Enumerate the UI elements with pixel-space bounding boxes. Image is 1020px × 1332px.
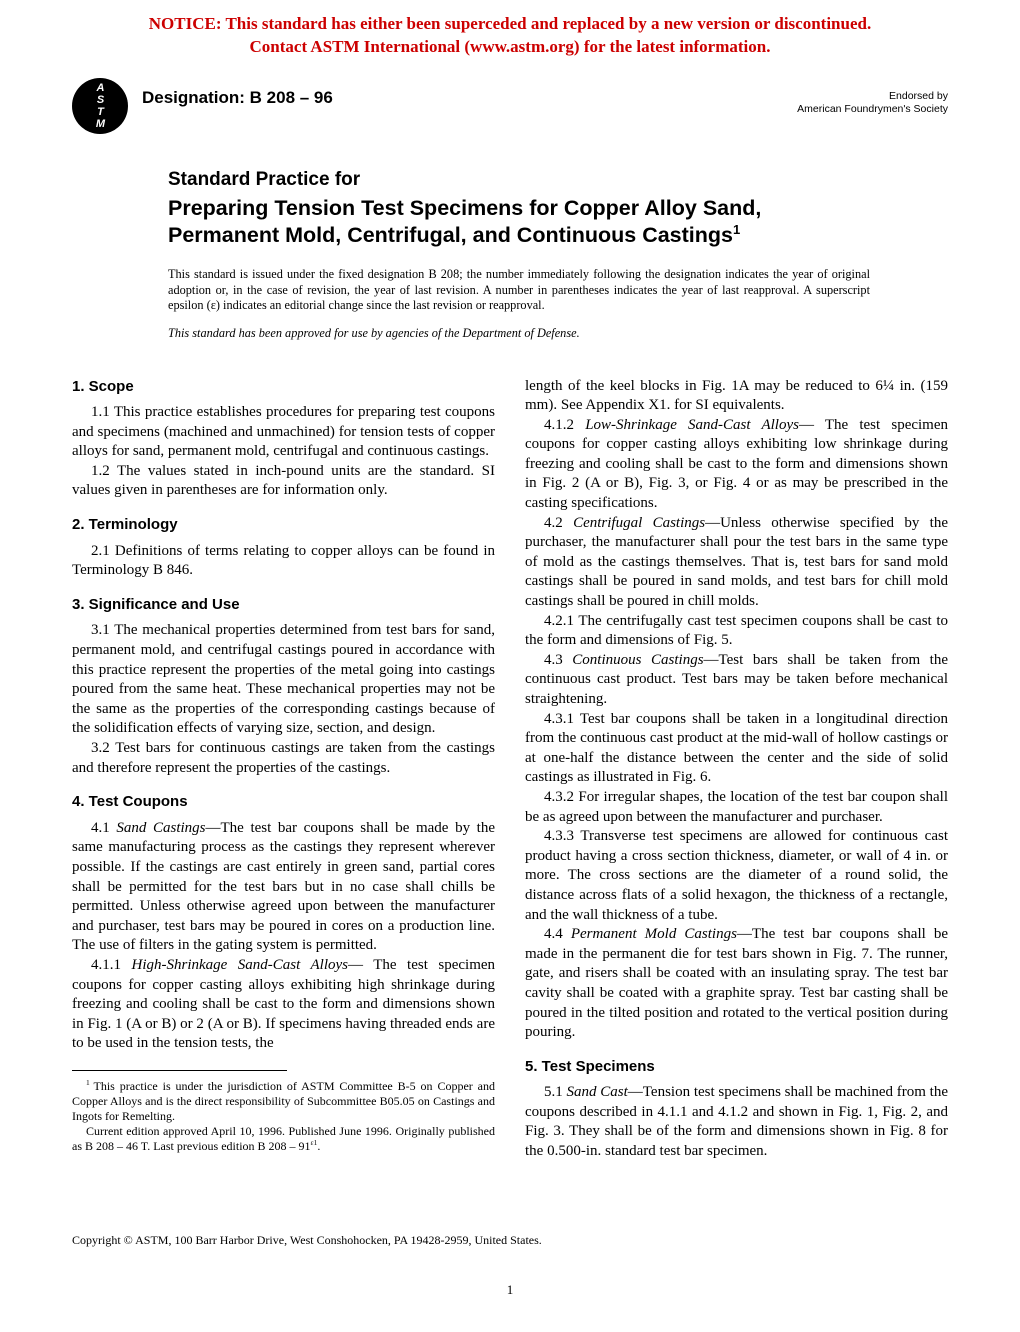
emphasis-text: High-Shrinkage Sand-Cast Alloys bbox=[131, 956, 349, 973]
paragraph bbox=[525, 827, 948, 925]
paragraph bbox=[72, 819, 495, 956]
title-kicker: Standard Practice for bbox=[168, 169, 361, 190]
emphasis-text: Low-Shrinkage Sand-Cast Alloys bbox=[585, 416, 799, 433]
title-block bbox=[168, 168, 858, 249]
text-run: —Tension test specimens shall be machined from the coupons described in 4.1.1 and 4.1.2 and shown in Fig. 1, Fig. 2, and Fig. 3. They shall be of the form and dimensions shown in Fig. 8 for the 0.500-in. standard test bar specimen. bbox=[525, 1084, 949, 1160]
emphasis-text: Centrifugal Castings bbox=[573, 514, 706, 531]
text-run: 4.3 bbox=[544, 651, 573, 668]
section-heading bbox=[72, 595, 495, 615]
text-run: —Unless otherwise specified by the purchaser, the manufacturer shall pour the test bars in the same type of mold as the castings themselves. That is, test bars for sand mold castings shall be poured in sand molds, and test bars for chill mold castings shall be poured in chill molds. bbox=[525, 514, 948, 610]
text-run: 5. Test Specimens bbox=[525, 1057, 655, 1075]
designation: Designation: B 208 – 96 bbox=[142, 88, 333, 107]
page-number: 1 bbox=[506, 1282, 514, 1297]
paragraph bbox=[72, 542, 495, 581]
paragraph bbox=[72, 1124, 495, 1154]
text-run: —The test bar coupons shall be made by the same manufacturing process as the castings they represent wherever possible. If the castings are cast entirely in green sand, partial cores shall be permitted for the test bars but in no case shall chills be permitted. Unless otherwise agreed upon between the manufacturer and purchaser, test bars may be poured in cores on a production line. The use of filters in the gating system is permitted. bbox=[72, 819, 496, 954]
paragraph bbox=[525, 710, 948, 788]
text-run: — The test specimen coupons for copper casting alloys exhibiting low shrinkage during freezing and cooling shall be cast to the form and dimensions shown in Fig. 2 (A or B), Fig. 3, or Fig. 4 or as may be prescribed in the casting specifications. bbox=[525, 416, 949, 512]
paragraph bbox=[525, 377, 948, 416]
document-header bbox=[72, 78, 948, 134]
text-run: This practice is under the jurisdiction of ASTM Committee B-5 on Copper and Copper Alloys and is the direct responsibility of Subcommittee B05.05 on Castings and Ingots for Remelting. bbox=[72, 1078, 496, 1123]
text-run: 3. Significance and Use bbox=[72, 595, 240, 613]
section-heading bbox=[72, 515, 495, 535]
text-run: Current edition approved April 10, 1996. Published June 1996. Originally published as B 208 – 46 T. Last previous edition B 208 – 91 bbox=[72, 1123, 495, 1153]
notice-line-2: Contact ASTM International (www.astm.org) for the latest information. bbox=[249, 37, 771, 56]
text-run: 3.1 The mechanical properties determined from test bars for sand, permanent mold, and centrifugal castings poured in accordance with this practice represent the properties of the metal going into castings poured from the same heat. These mechanical properties may not be the same as the properties of the corresponding castings because of the solidification effects of varying size, section, and design. bbox=[72, 622, 495, 737]
text-run: 4. Test Coupons bbox=[72, 793, 188, 811]
document-page bbox=[0, 12, 1020, 1162]
emphasis-text: Permanent Mold Castings bbox=[570, 926, 737, 943]
endorsed-by-label: Endorsed by bbox=[889, 90, 948, 102]
notice-line-1: NOTICE: This standard has either been superceded and replaced by a new version or discontinued. bbox=[148, 14, 872, 33]
footnote bbox=[72, 1079, 495, 1154]
copyright-line: Copyright © ASTM, 100 Barr Harbor Drive, West Conshohocken, PA 19428-2959, United States. bbox=[72, 1233, 542, 1247]
astm-logo-text: ASTM bbox=[94, 82, 107, 130]
text-run: length of the keel blocks in Fig. 1A may be reduced to 6¼ in. (159 mm). See Appendix X1. for SI equivalents. bbox=[525, 377, 948, 414]
paragraph bbox=[72, 621, 495, 739]
text-run: 2.1 Definitions of terms relating to copper alloys can be found in Terminology B 846. bbox=[72, 542, 495, 579]
text-run: 4.3.2 For irregular shapes, the location of the test bar coupon shall be as agreed upon between the manufacturer and purchaser. bbox=[525, 788, 948, 825]
text-run: 1.1 This practice establishes procedures for preparing test coupons and specimens (machined and unmachined) for tension tests of copper alloys for sand, permanent mold, centrifugal and continuous castings. bbox=[72, 404, 495, 460]
text-run: . bbox=[317, 1138, 321, 1153]
right-column bbox=[525, 377, 948, 1162]
paragraph bbox=[525, 416, 948, 514]
text-run: 4.1.1 bbox=[91, 956, 132, 973]
paragraph bbox=[525, 925, 948, 1043]
body-columns bbox=[72, 377, 948, 1162]
text-run: 1.2 The values stated in inch-pound units are the standard. SI values given in parentheses are for information only. bbox=[72, 462, 495, 499]
emphasis-text: Continuous Castings bbox=[572, 651, 704, 668]
emphasis-text: Sand Cast bbox=[566, 1084, 628, 1101]
paragraph bbox=[72, 1079, 495, 1124]
paragraph bbox=[72, 739, 495, 778]
paragraph bbox=[525, 788, 948, 827]
superscript: ε1 bbox=[310, 1137, 318, 1147]
text-run: 4.1.2 bbox=[544, 416, 586, 433]
text-run: —Test bars shall be taken from the continuous cast product. Test bars may be taken before mechanical straightening. bbox=[525, 651, 948, 707]
text-run: 4.2.1 The centrifugally cast test specimen coupons shall be cast to the form and dimensions of Fig. 5. bbox=[525, 612, 948, 649]
astm-logo bbox=[72, 78, 128, 134]
emphasis-text: Sand Castings bbox=[116, 819, 206, 836]
text-run: —The test bar coupons shall be made in the permanent die for test bars shown in Fig. 7. The runner, gate, and risers shall be coated with an insulating spray. The test bar cavity shall be coated with a graphite spray. Test bar casting shall be poured in the tilted position and rotated to the vertical position during pouring. bbox=[525, 926, 948, 1041]
paragraph bbox=[72, 462, 495, 501]
section-heading bbox=[525, 1057, 948, 1077]
endorsement bbox=[797, 78, 948, 116]
left-column bbox=[72, 377, 495, 1162]
text-run: 3.2 Test bars for continuous castings are taken from the castings and therefore represent the properties of the castings. bbox=[72, 740, 495, 776]
page-title bbox=[168, 195, 858, 249]
left-column-text bbox=[72, 377, 495, 1054]
text-run: 1. Scope bbox=[72, 377, 134, 395]
text-run: 4.2 bbox=[544, 514, 574, 531]
paragraph bbox=[525, 651, 948, 710]
text-run: 4.4 bbox=[544, 926, 571, 943]
paragraph bbox=[72, 956, 495, 1054]
text-run: 2. Terminology bbox=[72, 516, 178, 534]
paragraph bbox=[525, 612, 948, 651]
supersession-notice bbox=[72, 12, 948, 58]
text-run: 5.1 bbox=[544, 1084, 567, 1101]
paragraph bbox=[525, 1083, 948, 1161]
paragraph bbox=[72, 403, 495, 462]
text-run: 4.1 bbox=[91, 819, 117, 836]
title-line-2: Permanent Mold, Centrifugal, and Continuous Castings bbox=[168, 223, 733, 247]
dod-approval-note: This standard has been approved for use by agencies of the Department of Defense. bbox=[168, 325, 580, 340]
title-footnote-marker: 1 bbox=[733, 221, 741, 237]
title-line-1: Preparing Tension Test Specimens for Copper Alloy Sand, bbox=[168, 196, 762, 220]
issuance-note: This standard is issued under the fixed designation B 208; the number immediately following the designation indicates the year of original adoption or, in the case of revision, the year of last revision. A number in parentheses indicates the year of last reapproval. A superscript epsilon (ε) indicates an editorial change since the last revision or reapproval. bbox=[168, 267, 870, 312]
section-heading bbox=[72, 377, 495, 397]
text-run: — The test specimen coupons for copper casting alloys exhibiting high shrinkage during freezing and cooling shall be cast to the form and dimensions shown in Fig. 1 (A or B) or 2 (A or B). If specimens having threaded ends are to be used in the tension tests, the bbox=[72, 956, 496, 1052]
paragraph bbox=[525, 514, 948, 612]
text-run: 4.3.3 Transverse test specimens are allowed for continuous cast product having a cross section thickness, diameter, or wall of 4 in. or more. The cross sections are the diameter of a round solid, the distance across flats of a solid hexagon, the thickness of a rectangle, and the wall thickness of a tube. bbox=[525, 828, 948, 923]
section-heading bbox=[72, 792, 495, 812]
footnote-rule bbox=[72, 1070, 287, 1071]
superscript: 1 bbox=[86, 1077, 94, 1087]
endorsing-society: American Foundrymen's Society bbox=[797, 103, 948, 115]
text-run: 4.3.1 Test bar coupons shall be taken in a longitudinal direction from the continuous cast product at the mid-wall of hollow castings or at one-half the distance between the center and the side of solid castings as illustrated in Fig. 6. bbox=[525, 710, 948, 786]
